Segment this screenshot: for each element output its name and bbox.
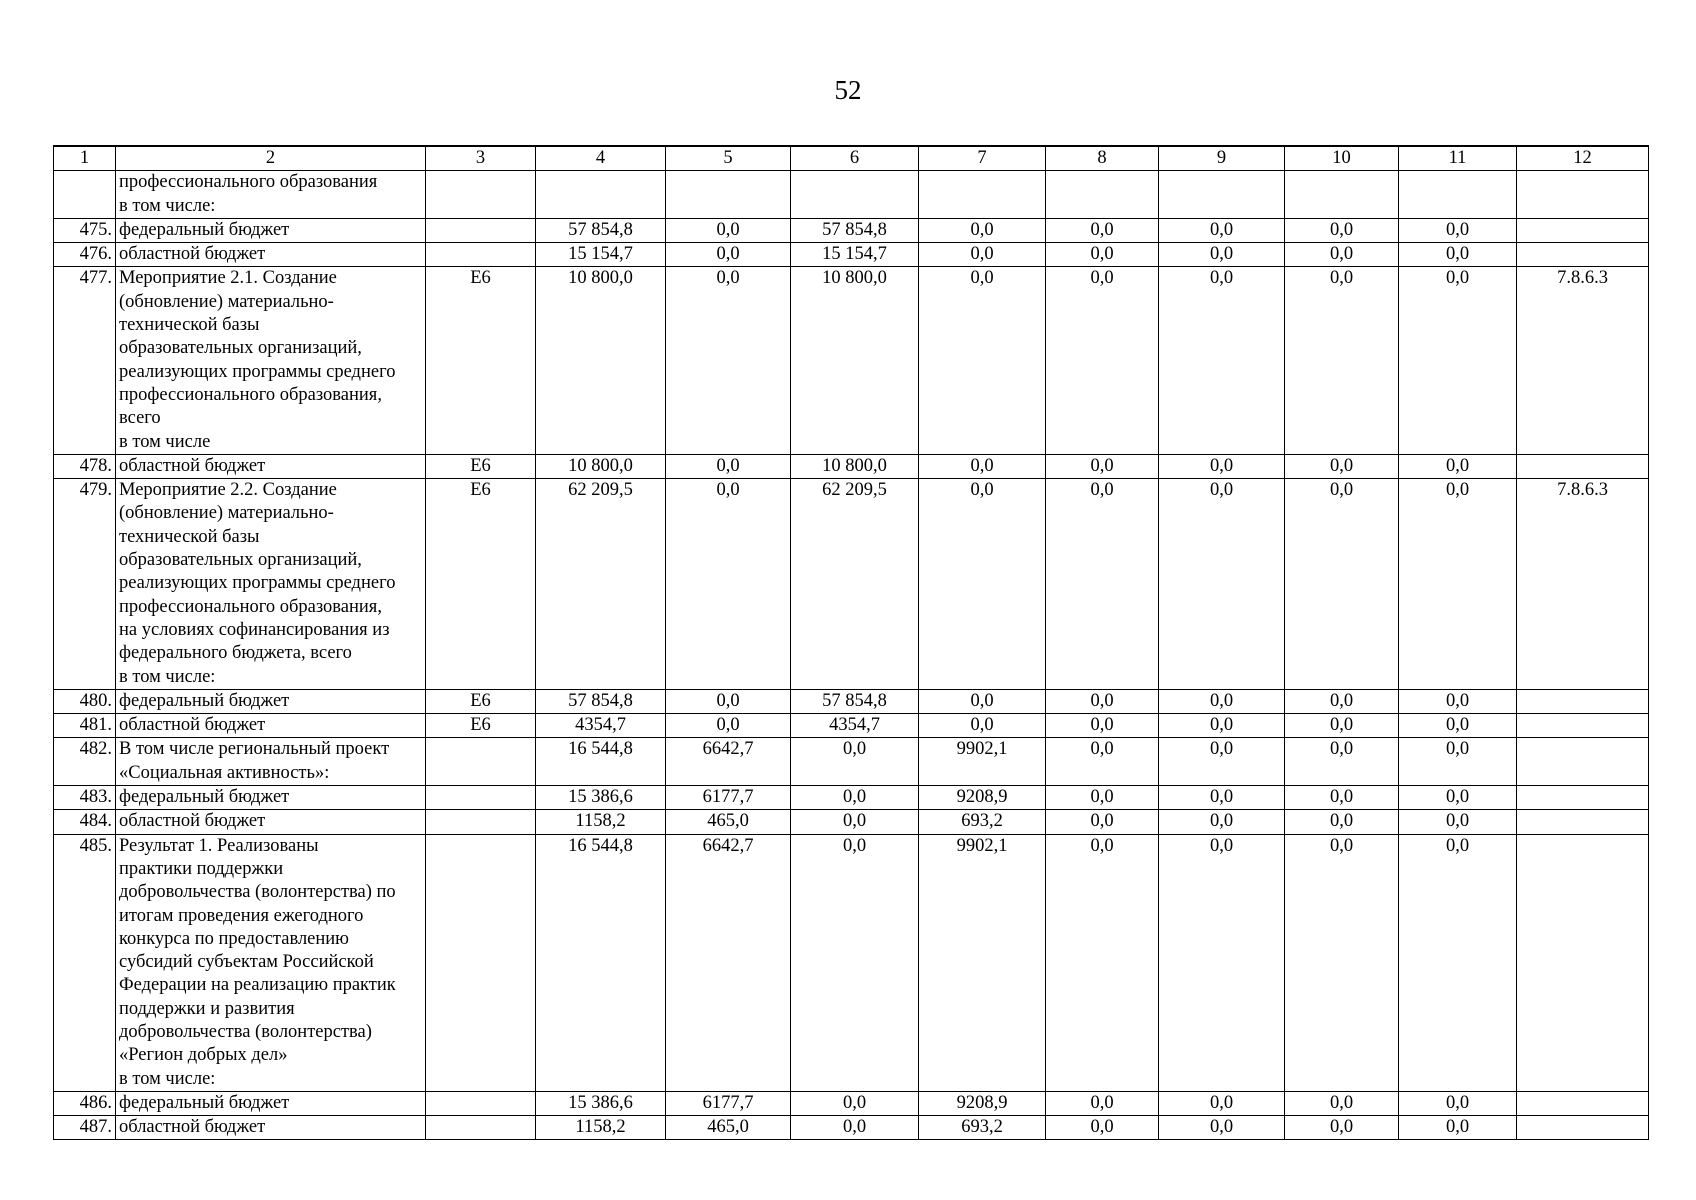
value-col-9: 0,0 xyxy=(1159,1091,1285,1115)
column-header: 7 xyxy=(919,146,1046,171)
value-col-10: 0,0 xyxy=(1285,454,1399,478)
value-col-9: 0,0 xyxy=(1159,689,1285,713)
column-header: 10 xyxy=(1285,146,1399,171)
column-header: 4 xyxy=(536,146,666,171)
row-number: 486. xyxy=(54,1091,116,1115)
table-row xyxy=(54,218,1649,242)
table-row xyxy=(54,810,1649,834)
value-col-4: 62 209,5 xyxy=(536,479,666,690)
row-reference xyxy=(1517,243,1649,267)
value-col-11: 0,0 xyxy=(1399,243,1517,267)
row-reference xyxy=(1517,810,1649,834)
table-row xyxy=(54,834,1649,1091)
value-col-7: 0,0 xyxy=(919,267,1046,454)
value-col-7: 0,0 xyxy=(919,714,1046,738)
value-col-11: 0,0 xyxy=(1399,1091,1517,1115)
value-col-10: 0,0 xyxy=(1285,243,1399,267)
value-col-11: 0,0 xyxy=(1399,218,1517,242)
row-code xyxy=(426,738,536,786)
row-number: 479. xyxy=(54,479,116,690)
value-col-8: 0,0 xyxy=(1046,1091,1159,1115)
value-col-10: 0,0 xyxy=(1285,1116,1399,1140)
value-col-5 xyxy=(666,171,791,219)
column-header: 12 xyxy=(1517,146,1649,171)
value-col-6: 0,0 xyxy=(791,1091,919,1115)
value-col-9 xyxy=(1159,171,1285,219)
row-number: 476. xyxy=(54,243,116,267)
page-number: 52 xyxy=(834,75,862,105)
value-col-7: 9208,9 xyxy=(919,786,1046,810)
row-reference xyxy=(1517,171,1649,219)
row-code: Е6 xyxy=(426,479,536,690)
value-col-5: 0,0 xyxy=(666,218,791,242)
value-col-4: 4354,7 xyxy=(536,714,666,738)
row-description: областной бюджет xyxy=(116,1116,426,1140)
value-col-11: 0,0 xyxy=(1399,1116,1517,1140)
row-number: 480. xyxy=(54,689,116,713)
row-reference xyxy=(1517,714,1649,738)
value-col-4: 57 854,8 xyxy=(536,689,666,713)
row-code xyxy=(426,810,536,834)
column-header: 8 xyxy=(1046,146,1159,171)
column-header: 3 xyxy=(426,146,536,171)
value-col-4: 57 854,8 xyxy=(536,218,666,242)
value-col-10: 0,0 xyxy=(1285,786,1399,810)
value-col-8: 0,0 xyxy=(1046,714,1159,738)
row-reference: 7.8.6.3 xyxy=(1517,479,1649,690)
row-code xyxy=(426,1116,536,1140)
row-code xyxy=(426,243,536,267)
row-description: областной бюджет xyxy=(116,714,426,738)
value-col-5: 0,0 xyxy=(666,689,791,713)
value-col-5: 0,0 xyxy=(666,267,791,454)
value-col-6: 57 854,8 xyxy=(791,218,919,242)
value-col-7: 9208,9 xyxy=(919,1091,1046,1115)
row-description: федеральный бюджет xyxy=(116,786,426,810)
column-header: 9 xyxy=(1159,146,1285,171)
value-col-8: 0,0 xyxy=(1046,738,1159,786)
row-description: федеральный бюджет xyxy=(116,1091,426,1115)
row-reference xyxy=(1517,689,1649,713)
budget-table xyxy=(53,145,1649,1140)
value-col-8: 0,0 xyxy=(1046,1116,1159,1140)
row-code xyxy=(426,218,536,242)
value-col-8: 0,0 xyxy=(1046,267,1159,454)
row-code: Е6 xyxy=(426,689,536,713)
row-description: Мероприятие 2.1. Создание (обновление) материально- технической базы образовательных организаций, реализующих программы среднего профессионального образования, всего в том числе xyxy=(116,267,426,454)
value-col-7: 0,0 xyxy=(919,243,1046,267)
row-reference xyxy=(1517,1091,1649,1115)
value-col-5: 465,0 xyxy=(666,810,791,834)
value-col-6: 0,0 xyxy=(791,834,919,1091)
row-reference xyxy=(1517,454,1649,478)
row-reference: 7.8.6.3 xyxy=(1517,267,1649,454)
row-code: Е6 xyxy=(426,267,536,454)
value-col-6: 0,0 xyxy=(791,738,919,786)
table-row xyxy=(54,171,1649,219)
column-header-row xyxy=(54,146,1649,171)
table-row xyxy=(54,1091,1649,1115)
row-number: 478. xyxy=(54,454,116,478)
value-col-4: 15 386,6 xyxy=(536,786,666,810)
value-col-7: 9902,1 xyxy=(919,738,1046,786)
value-col-9: 0,0 xyxy=(1159,243,1285,267)
value-col-5: 0,0 xyxy=(666,454,791,478)
row-code: Е6 xyxy=(426,714,536,738)
table-row xyxy=(54,714,1649,738)
table-row xyxy=(54,479,1649,690)
row-number: 482. xyxy=(54,738,116,786)
table-row xyxy=(54,1116,1649,1140)
value-col-5: 6642,7 xyxy=(666,834,791,1091)
row-reference xyxy=(1517,834,1649,1091)
value-col-6: 0,0 xyxy=(791,1116,919,1140)
row-description: Мероприятие 2.2. Создание (обновление) материально- технической базы образовательных организаций, реализующих программы среднего профессионального образования, на условиях софинансирования из федерального бюджета, всего в том числе: xyxy=(116,479,426,690)
value-col-7: 0,0 xyxy=(919,454,1046,478)
value-col-6: 0,0 xyxy=(791,810,919,834)
value-col-10: 0,0 xyxy=(1285,479,1399,690)
value-col-10: 0,0 xyxy=(1285,267,1399,454)
value-col-8: 0,0 xyxy=(1046,218,1159,242)
value-col-10 xyxy=(1285,171,1399,219)
value-col-4 xyxy=(536,171,666,219)
row-description: федеральный бюджет xyxy=(116,689,426,713)
value-col-6: 62 209,5 xyxy=(791,479,919,690)
row-number: 484. xyxy=(54,810,116,834)
value-col-6 xyxy=(791,171,919,219)
row-description: В том числе региональный проект «Социальная активность»: xyxy=(116,738,426,786)
value-col-9: 0,0 xyxy=(1159,267,1285,454)
value-col-6: 0,0 xyxy=(791,786,919,810)
value-col-9: 0,0 xyxy=(1159,810,1285,834)
value-col-11: 0,0 xyxy=(1399,479,1517,690)
row-description: областной бюджет xyxy=(116,454,426,478)
value-col-11: 0,0 xyxy=(1399,786,1517,810)
value-col-9: 0,0 xyxy=(1159,786,1285,810)
row-number: 481. xyxy=(54,714,116,738)
value-col-5: 6177,7 xyxy=(666,786,791,810)
value-col-5: 0,0 xyxy=(666,714,791,738)
table-row xyxy=(54,243,1649,267)
value-col-10: 0,0 xyxy=(1285,1091,1399,1115)
value-col-9: 0,0 xyxy=(1159,218,1285,242)
value-col-8: 0,0 xyxy=(1046,834,1159,1091)
value-col-7: 0,0 xyxy=(919,218,1046,242)
value-col-11: 0,0 xyxy=(1399,454,1517,478)
value-col-10: 0,0 xyxy=(1285,810,1399,834)
value-col-6: 10 800,0 xyxy=(791,454,919,478)
value-col-7: 693,2 xyxy=(919,1116,1046,1140)
row-description: Результат 1. Реализованы практики поддержки добровольчества (волонтерства) по итогам проведения ежегодного конкурса по предоставлению субсидий субъектам Российской Федерации на реализацию практик поддержки и развития добровольчества (волонтерства) «Регион добрых дел» в том числе: xyxy=(116,834,426,1091)
value-col-8: 0,0 xyxy=(1046,810,1159,834)
value-col-6: 4354,7 xyxy=(791,714,919,738)
value-col-9: 0,0 xyxy=(1159,454,1285,478)
row-number: 477. xyxy=(54,267,116,454)
row-code xyxy=(426,1091,536,1115)
table-row xyxy=(54,786,1649,810)
value-col-11: 0,0 xyxy=(1399,689,1517,713)
row-reference xyxy=(1517,1116,1649,1140)
value-col-5: 465,0 xyxy=(666,1116,791,1140)
value-col-4: 10 800,0 xyxy=(536,267,666,454)
row-description: областной бюджет xyxy=(116,810,426,834)
value-col-10: 0,0 xyxy=(1285,218,1399,242)
value-col-6: 15 154,7 xyxy=(791,243,919,267)
row-number: 485. xyxy=(54,834,116,1091)
value-col-4: 10 800,0 xyxy=(536,454,666,478)
row-reference xyxy=(1517,738,1649,786)
row-number: 483. xyxy=(54,786,116,810)
row-code xyxy=(426,171,536,219)
value-col-8: 0,0 xyxy=(1046,479,1159,690)
row-description: федеральный бюджет xyxy=(116,218,426,242)
value-col-4: 1158,2 xyxy=(536,1116,666,1140)
column-header: 11 xyxy=(1399,146,1517,171)
value-col-10: 0,0 xyxy=(1285,834,1399,1091)
value-col-7: 693,2 xyxy=(919,810,1046,834)
value-col-8: 0,0 xyxy=(1046,243,1159,267)
row-reference xyxy=(1517,786,1649,810)
value-col-9: 0,0 xyxy=(1159,479,1285,690)
value-col-8 xyxy=(1046,171,1159,219)
value-col-8: 0,0 xyxy=(1046,689,1159,713)
value-col-10: 0,0 xyxy=(1285,714,1399,738)
column-header: 2 xyxy=(116,146,426,171)
value-col-5: 0,0 xyxy=(666,479,791,690)
table-row xyxy=(54,689,1649,713)
value-col-5: 6642,7 xyxy=(666,738,791,786)
value-col-7: 0,0 xyxy=(919,479,1046,690)
column-header: 6 xyxy=(791,146,919,171)
value-col-6: 10 800,0 xyxy=(791,267,919,454)
row-description: профессионального образования в том числе: xyxy=(116,171,426,219)
row-description: областной бюджет xyxy=(116,243,426,267)
value-col-4: 16 544,8 xyxy=(536,834,666,1091)
row-code xyxy=(426,834,536,1091)
value-col-7: 9902,1 xyxy=(919,834,1046,1091)
value-col-8: 0,0 xyxy=(1046,786,1159,810)
row-number: 487. xyxy=(54,1116,116,1140)
value-col-10: 0,0 xyxy=(1285,738,1399,786)
value-col-11: 0,0 xyxy=(1399,834,1517,1091)
value-col-4: 15 386,6 xyxy=(536,1091,666,1115)
value-col-9: 0,0 xyxy=(1159,738,1285,786)
row-code: Е6 xyxy=(426,454,536,478)
value-col-8: 0,0 xyxy=(1046,454,1159,478)
row-number: 475. xyxy=(54,218,116,242)
value-col-6: 57 854,8 xyxy=(791,689,919,713)
value-col-11: 0,0 xyxy=(1399,810,1517,834)
row-reference xyxy=(1517,218,1649,242)
table-row xyxy=(54,738,1649,786)
value-col-4: 16 544,8 xyxy=(536,738,666,786)
value-col-7 xyxy=(919,171,1046,219)
value-col-10: 0,0 xyxy=(1285,689,1399,713)
value-col-9: 0,0 xyxy=(1159,1116,1285,1140)
table-row xyxy=(54,267,1649,454)
value-col-9: 0,0 xyxy=(1159,714,1285,738)
value-col-11: 0,0 xyxy=(1399,714,1517,738)
value-col-11: 0,0 xyxy=(1399,267,1517,454)
value-col-11: 0,0 xyxy=(1399,738,1517,786)
table-row xyxy=(54,454,1649,478)
column-header: 5 xyxy=(666,146,791,171)
value-col-11 xyxy=(1399,171,1517,219)
row-code xyxy=(426,786,536,810)
row-number xyxy=(54,171,116,219)
value-col-9: 0,0 xyxy=(1159,834,1285,1091)
column-header: 1 xyxy=(54,146,116,171)
value-col-5: 0,0 xyxy=(666,243,791,267)
value-col-5: 6177,7 xyxy=(666,1091,791,1115)
value-col-4: 1158,2 xyxy=(536,810,666,834)
value-col-7: 0,0 xyxy=(919,689,1046,713)
value-col-4: 15 154,7 xyxy=(536,243,666,267)
